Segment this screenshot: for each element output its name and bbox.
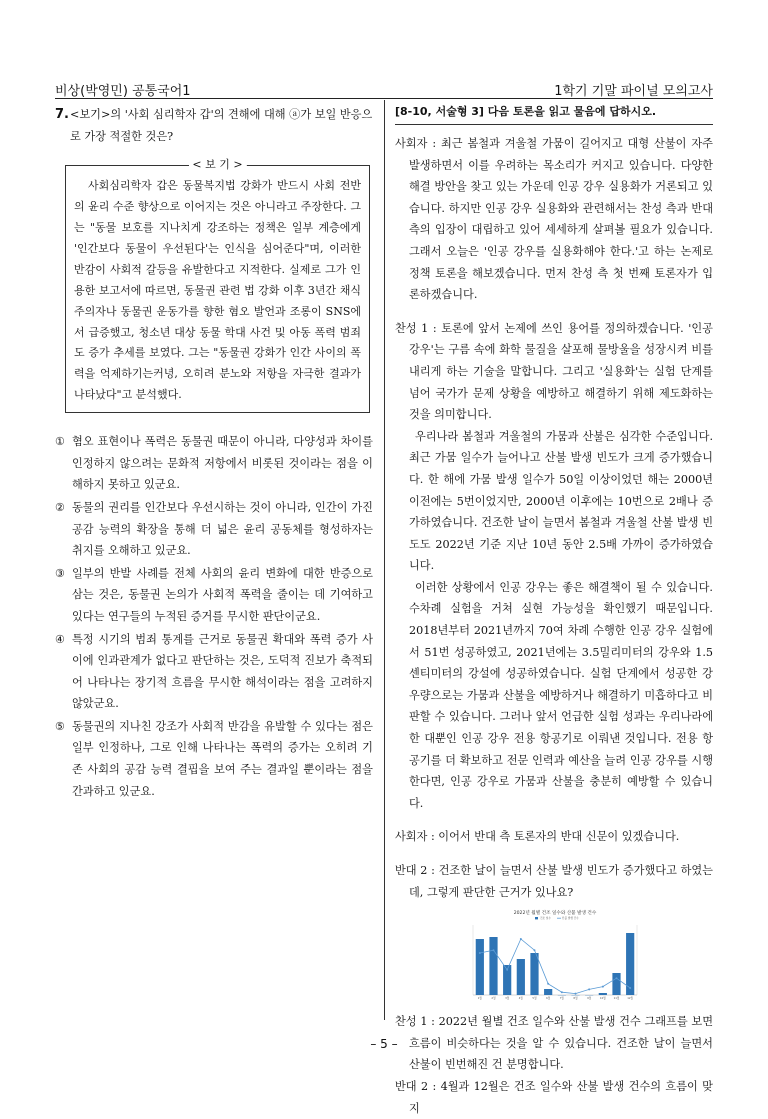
chart-legend-label: 건조 일수	[540, 916, 551, 920]
answer-options	[55, 431, 373, 802]
chart-bar	[489, 937, 497, 995]
answer-option-3[interactable]	[55, 563, 373, 628]
column-divider	[384, 100, 385, 1020]
chart-line-point	[493, 949, 495, 951]
chart-bar	[544, 989, 552, 995]
question-prompt: <보기>의 '사회 심리학자 갑'의 견해에 대해 ⓐ가 보일 반응으로 가장 적절한 것은?	[70, 104, 373, 147]
chart-legend-swatch	[535, 917, 538, 919]
chart-line-point	[629, 987, 631, 989]
chart-x-tick-label: 10월	[600, 996, 606, 1000]
chart-line-point	[588, 989, 590, 991]
chart-title: 2022년 월별 건조 일수와 산불 발생 건수	[514, 909, 597, 916]
moderator-intro: 사회자 : 최근 봄철과 겨울철 가뭄이 길어지고 대형 산불이 자주 발생하면서 이를 우려하는 목소리가 커지고 있습니다. 다양한 해결 방안을 찾고 있는 가운데 인공 강우 실용화가 거론되고 있습니다. 하지만 인공 강우 실용화와 관련해서는 찬성 측과 반대 측의 입장이 대립하고 있어 세세하게 살펴볼 필요가 있습니다. 그래서 오늘은 '인공 강우를 실용화해야 한다.'고 하는 논제로 정책 토론을 해보겠습니다. 먼저 찬성 측 첫 번째 토론자가 입론하겠습니다.	[395, 133, 713, 306]
chart-x-tick-label: 12월	[627, 996, 633, 1000]
option-marker: ④	[55, 629, 72, 715]
chart-line-point	[547, 983, 549, 985]
chart-bar	[517, 959, 525, 995]
option-text: 일부의 반발 사례를 전체 사회의 윤리 변화에 대한 반증으로 삼는 것은, 동물권 논의가 사회적 폭력을 줄이는 데 기여하고 있다는 연구들의 누적된 증거를 무시한 판단이군요.	[72, 563, 373, 628]
page-number: – 5 –	[0, 1037, 768, 1051]
con2-rebuttal: 반대 2 : 4월과 12월은 건조 일수와 산불 발생 건수의 흐름이 맞지	[395, 1076, 713, 1119]
pro1-statement: 찬성 1 : 토론에 앞서 논제에 쓰인 용어를 정의하겠습니다. '인공 강우'는 구름 속에 화학 물질을 살포해 물방울을 성장시켜 비를 내리게 하는 기술을 말합니다. 그리고 '실용화'는 실험 단계를 넘어 국가가 문제 상황을 예방하고 해결하기 위해 제도화하는 것을 의미합니다.	[395, 318, 713, 426]
answer-option-2[interactable]	[55, 497, 373, 562]
example-box-text: 사회심리학자 갑은 동물복지법 강화가 반드시 사회 전반의 윤리 수준 향상으로 이어지는 것은 아니라고 주장한다. 그는 "동물 보호를 지나치게 강조하는 정책은 일부 계층에게 '인간보다 동물이 우선된다'는 인식을 심어준다"며, 이러한 반감이 사회적 갈등을 유발한다고 지적한다. 실제로 그가 인용한 보고서에 따르면, 동물권 관련 법 강화 이후 3년간 채식주의자나 동물권 운동가를 향한 혐오 발언과 조롱이 SNS에서 급증했고, 청소년 대상 동물 학대 사건 및 아동 폭력 범죄도 증가 추세를 보였다. 그는 "동물권 강화가 인간 사이의 폭력을 억제하기는커녕, 오히려 분노와 저항을 자극한 결과가 나타났다"고 분석했다.	[74, 179, 361, 401]
left-column	[55, 104, 373, 803]
answer-option-5[interactable]	[55, 716, 373, 802]
chart-x-tick-label: 8월	[573, 996, 578, 1000]
pro1-answer: 찬성 1 : 2022년 월별 건조 일수와 산불 발생 건수 그래프를 보면 흐름이 비슷하다는 것을 알 수 있습니다. 건조한 날이 늘면서 산불이 빈번해진 건 분명합니다.	[395, 1011, 713, 1076]
con2-question: 반대 2 : 건조한 날이 늘면서 산불 발생 빈도가 증가했다고 하였는데, 그렇게 판단한 근거가 있나요?	[395, 860, 713, 903]
option-marker: ②	[55, 497, 72, 562]
chart-x-tick-label: 4월	[519, 996, 524, 1000]
chart-x-tick-label: 2월	[491, 996, 496, 1000]
example-box	[65, 165, 370, 413]
chart-svg	[457, 907, 653, 1007]
chart-line-series	[480, 939, 630, 994]
chart-bar	[612, 973, 620, 995]
chart-line-point	[520, 938, 522, 940]
chart-line-point	[616, 977, 618, 979]
chart-bar	[476, 939, 484, 995]
textbook-title: 비상(박영민) 공통국어1	[55, 80, 191, 99]
chart-x-tick-label: 9월	[587, 996, 592, 1000]
chart-line-point	[506, 969, 508, 971]
page-header	[55, 80, 713, 98]
chart-x-tick-label: 1월	[478, 996, 483, 1000]
dry-days-wildfire-chart	[457, 907, 653, 1007]
passage-heading-rule	[395, 124, 713, 125]
option-text: 혐오 표현이나 폭력은 동물권 때문이 아니라, 다양성과 차이를 인정하지 않으려는 문화적 저항에서 비롯된 것이라는 점을 이해하지 못하고 있군요.	[72, 431, 373, 496]
option-text: 동물권의 지나친 강조가 사회적 반감을 유발할 수 있다는 점은 일부 인정하나, 그로 인해 나타나는 폭력의 증가는 오히려 기존 사회의 공감 능력 결핍을 보여 주는 결과일 뿐이라는 점을 간과하고 있군요.	[72, 716, 373, 802]
chart-line-point	[479, 952, 481, 954]
question-7	[55, 104, 373, 147]
chart-bar	[530, 953, 538, 995]
chart-legend	[535, 916, 579, 920]
chart-x-tick-label: 5월	[532, 996, 537, 1000]
chart-x-tick-label: 6월	[546, 996, 551, 1000]
option-marker: ①	[55, 431, 72, 496]
exam-title: 1학기 기말 파이널 모의고사	[554, 80, 713, 99]
chart-line-point	[575, 993, 577, 995]
question-number: 7.	[55, 104, 70, 147]
answer-option-4[interactable]	[55, 629, 373, 715]
header-rule	[55, 98, 713, 99]
right-column	[395, 104, 713, 1119]
chart-legend-label: 산불 발생 건수	[562, 916, 579, 920]
example-box-title: < 보 기 >	[188, 157, 246, 173]
chart-line-point	[534, 949, 536, 951]
option-text: 동물의 권리를 인간보다 우선시하는 것이 아니라, 인간이 가진 공감 능력의 확장을 통해 더 넓은 윤리 공동체를 형성하자는 취지를 오해하고 있군요.	[72, 497, 373, 562]
answer-option-1[interactable]	[55, 431, 373, 496]
chart-plot-area	[473, 925, 637, 1000]
chart-x-tick-label: 7월	[560, 996, 565, 1000]
passage-heading: [8-10, 서술형 3] 다음 토론을 읽고 물음에 답하시오.	[395, 104, 713, 120]
option-text: 특정 시기의 범죄 통계를 근거로 동물권 확대와 폭력 증가 사이에 인과관계가 없다고 판단하는 것은, 도덕적 진보가 축적되어 나타나는 장기적 흐름을 무시한 해석이라는 점을 고려하지 않았군요.	[72, 629, 373, 715]
moderator-transition: 사회자 : 이어서 반대 측 토론자의 반대 신문이 있겠습니다.	[395, 826, 713, 848]
option-marker: ③	[55, 563, 72, 628]
chart-line-point	[561, 991, 563, 993]
pro1-paragraph-3: 이러한 상황에서 인공 강우는 좋은 해결책이 될 수 있습니다. 수차례 실험을 거쳐 실현 가능성을 확인했기 때문입니다. 2018년부터 2021년까지 70여 차례 수행한 인공 강우 실험에서 51번 성공하였고, 2021년에는 3.5밀리미터의 강우와 1.5센티미터의 강설에 성공하였습니다. 실험 단계에서 성공한 강우량으로는 가뭄과 산불을 예방하거나 해결하기 미흡하다고 비판할 수 있습니다. 그러나 앞서 언급한 실험 성과는 우리나라에 한 대뿐인 인공 강우 전용 항공기로 이뤄낸 것입니다. 전용 항공기를 더 확보하고 전문 인력과 예산을 늘려 인공 강우를 시행한다면, 인공 강우로 가뭄과 산불을 충분히 예방할 수 있습니다.	[395, 577, 713, 815]
debate-passage	[395, 133, 713, 1119]
option-marker: ⑤	[55, 716, 72, 802]
chart-x-tick-label: 3월	[505, 996, 510, 1000]
chart-line-point	[602, 986, 604, 988]
pro1-paragraph-2: 우리나라 봄철과 겨울철의 가뭄과 산불은 심각한 수준입니다. 최근 가뭄 일수가 늘어나고 산불 발생 빈도가 크게 증가했습니다. 한 해에 가뭄 발생 일수가 50일 이상이었던 해는 2000년 이전에는 5번이었지만, 2000년 이후에는 10번으로 2배나 증가하였습니다. 건조한 날이 늘면서 봄철과 겨울철 산불 발생 빈도도 2022년 기준 지난 10년 동안 2.5배 가까이 증가하였습니다.	[395, 426, 713, 577]
chart-bar	[599, 993, 607, 995]
chart-x-tick-label: 11월	[614, 996, 620, 1000]
